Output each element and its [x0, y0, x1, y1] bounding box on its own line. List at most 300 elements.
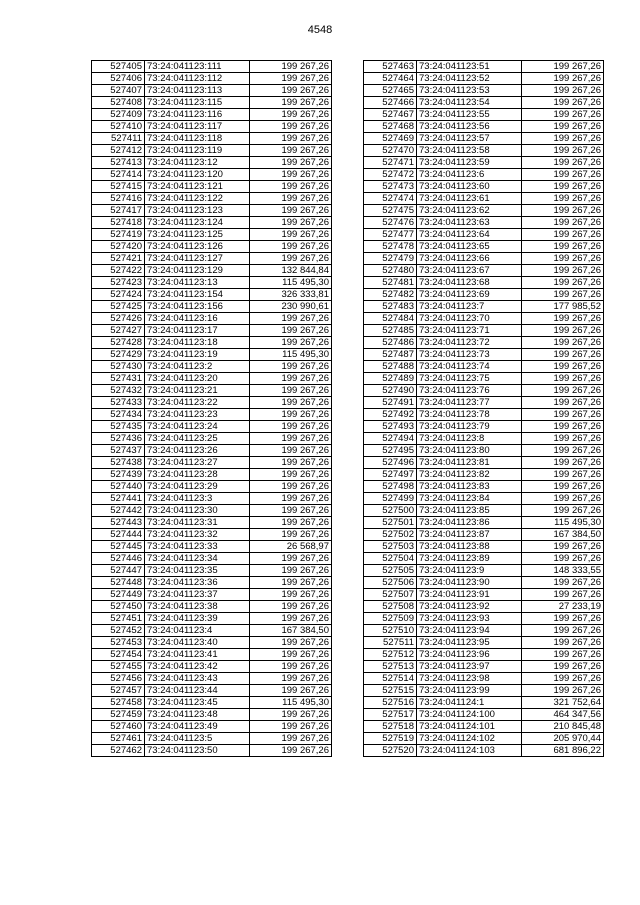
value-cell: 199 267,26	[250, 157, 332, 169]
cadastral-number-cell: 73:24:041124:103	[417, 745, 522, 757]
cadastral-number-cell: 73:24:041123:119	[145, 145, 250, 157]
table-row	[364, 721, 604, 733]
row-number-cell: 527453	[92, 637, 145, 649]
cadastral-number-cell: 73:24:041123:30	[145, 505, 250, 517]
value-cell: 199 267,26	[522, 181, 604, 193]
value-cell: 199 267,26	[522, 445, 604, 457]
table-row	[364, 121, 604, 133]
cadastral-number-cell: 73:24:041123:69	[417, 289, 522, 301]
cadastral-number-cell: 73:24:041123:24	[145, 421, 250, 433]
table-row	[92, 109, 332, 121]
row-number-cell: 527517	[364, 709, 417, 721]
value-cell: 199 267,26	[250, 133, 332, 145]
row-number-cell: 527427	[92, 325, 145, 337]
table-row	[92, 577, 332, 589]
value-cell: 199 267,26	[522, 421, 604, 433]
cadastral-number-cell: 73:24:041123:115	[145, 97, 250, 109]
cadastral-number-cell: 73:24:041123:53	[417, 85, 522, 97]
value-cell: 199 267,26	[250, 85, 332, 97]
cadastral-number-cell: 73:24:041123:27	[145, 457, 250, 469]
cadastral-number-cell: 73:24:041124:1	[417, 697, 522, 709]
cadastral-number-cell: 73:24:041123:76	[417, 385, 522, 397]
table-row	[364, 685, 604, 697]
row-number-cell: 527458	[92, 697, 145, 709]
value-cell: 199 267,26	[522, 229, 604, 241]
cadastral-number-cell: 73:24:041123:82	[417, 469, 522, 481]
table-row	[364, 577, 604, 589]
table-row	[364, 337, 604, 349]
table-row	[92, 697, 332, 709]
value-cell: 199 267,26	[250, 421, 332, 433]
row-number-cell: 527518	[364, 721, 417, 733]
table-row	[364, 265, 604, 277]
cadastral-number-cell: 73:24:041123:121	[145, 181, 250, 193]
table-row	[92, 541, 332, 553]
row-number-cell: 527465	[364, 85, 417, 97]
value-cell: 199 267,26	[522, 133, 604, 145]
row-number-cell: 527469	[364, 133, 417, 145]
table-row	[92, 709, 332, 721]
value-cell: 199 267,26	[250, 577, 332, 589]
value-cell: 199 267,26	[250, 397, 332, 409]
row-number-cell: 527417	[92, 205, 145, 217]
cadastral-number-cell: 73:24:041123:37	[145, 589, 250, 601]
table-row	[92, 169, 332, 181]
row-number-cell: 527510	[364, 625, 417, 637]
cadastral-number-cell: 73:24:041123:111	[145, 61, 250, 73]
value-cell: 199 267,26	[522, 493, 604, 505]
value-cell: 199 267,26	[522, 265, 604, 277]
cadastral-number-cell: 73:24:041123:8	[417, 433, 522, 445]
cadastral-number-cell: 73:24:041123:7	[417, 301, 522, 313]
table-row	[92, 361, 332, 373]
table-row	[92, 85, 332, 97]
table-row	[92, 349, 332, 361]
table-row	[92, 157, 332, 169]
cadastral-number-cell: 73:24:041123:48	[145, 709, 250, 721]
row-number-cell: 527413	[92, 157, 145, 169]
table-row	[92, 145, 332, 157]
table-row	[92, 181, 332, 193]
table-row	[364, 97, 604, 109]
table-row	[92, 229, 332, 241]
row-number-cell: 527445	[92, 541, 145, 553]
row-number-cell: 527407	[92, 85, 145, 97]
value-cell: 199 267,26	[522, 625, 604, 637]
value-cell: 177 985,52	[522, 301, 604, 313]
cadastral-number-cell: 73:24:041123:63	[417, 217, 522, 229]
table-row	[364, 445, 604, 457]
value-cell: 199 267,26	[250, 661, 332, 673]
table-row	[92, 649, 332, 661]
cadastral-number-cell: 73:24:041123:84	[417, 493, 522, 505]
cadastral-number-cell: 73:24:041123:156	[145, 301, 250, 313]
value-cell: 115 495,30	[250, 277, 332, 289]
table-row	[364, 457, 604, 469]
cadastral-number-cell: 73:24:041123:17	[145, 325, 250, 337]
row-number-cell: 527440	[92, 481, 145, 493]
row-number-cell: 527461	[92, 733, 145, 745]
table-row	[364, 217, 604, 229]
row-number-cell: 527409	[92, 109, 145, 121]
row-number-cell: 527432	[92, 385, 145, 397]
value-cell: 199 267,26	[522, 577, 604, 589]
cadastral-number-cell: 73:24:041123:34	[145, 553, 250, 565]
table-row	[92, 217, 332, 229]
row-number-cell: 527505	[364, 565, 417, 577]
value-cell: 199 267,26	[250, 169, 332, 181]
value-cell: 199 267,26	[250, 205, 332, 217]
value-cell: 199 267,26	[250, 733, 332, 745]
value-cell: 199 267,26	[250, 229, 332, 241]
row-number-cell: 527420	[92, 241, 145, 253]
row-number-cell: 527438	[92, 457, 145, 469]
right-table-body	[364, 61, 604, 757]
value-cell: 199 267,26	[250, 253, 332, 265]
value-cell: 27 233,19	[522, 601, 604, 613]
value-cell: 199 267,26	[250, 589, 332, 601]
value-cell: 199 267,26	[522, 685, 604, 697]
value-cell: 464 347,56	[522, 709, 604, 721]
value-cell: 115 495,30	[250, 697, 332, 709]
cadastral-number-cell: 73:24:041123:21	[145, 385, 250, 397]
cadastral-number-cell: 73:24:041123:60	[417, 181, 522, 193]
value-cell: 199 267,26	[250, 517, 332, 529]
cadastral-number-cell: 73:24:041123:75	[417, 373, 522, 385]
row-number-cell: 527501	[364, 517, 417, 529]
cadastral-number-cell: 73:24:041123:99	[417, 685, 522, 697]
cadastral-number-cell: 73:24:041123:112	[145, 73, 250, 85]
value-cell: 199 267,26	[522, 373, 604, 385]
row-number-cell: 527516	[364, 697, 417, 709]
row-number-cell: 527416	[92, 193, 145, 205]
cadastral-number-cell: 73:24:041123:51	[417, 61, 522, 73]
table-row	[364, 601, 604, 613]
cadastral-number-cell: 73:24:041123:62	[417, 205, 522, 217]
table-row	[92, 505, 332, 517]
table-row	[364, 325, 604, 337]
value-cell: 199 267,26	[522, 613, 604, 625]
row-number-cell: 527436	[92, 433, 145, 445]
row-number-cell: 527488	[364, 361, 417, 373]
table-row	[364, 493, 604, 505]
row-number-cell: 527447	[92, 565, 145, 577]
table-row	[364, 541, 604, 553]
row-number-cell: 527442	[92, 505, 145, 517]
value-cell: 199 267,26	[522, 589, 604, 601]
cadastral-number-cell: 73:24:041123:95	[417, 637, 522, 649]
table-row	[364, 85, 604, 97]
value-cell: 199 267,26	[250, 721, 332, 733]
table-row	[92, 241, 332, 253]
table-row	[364, 625, 604, 637]
cadastral-number-cell: 73:24:041123:127	[145, 253, 250, 265]
table-row	[92, 469, 332, 481]
value-cell: 199 267,26	[522, 361, 604, 373]
value-cell: 199 267,26	[522, 73, 604, 85]
cadastral-number-cell: 73:24:041123:2	[145, 361, 250, 373]
cadastral-number-cell: 73:24:041123:85	[417, 505, 522, 517]
value-cell: 199 267,26	[522, 673, 604, 685]
row-number-cell: 527500	[364, 505, 417, 517]
cadastral-number-cell: 73:24:041123:33	[145, 541, 250, 553]
cadastral-number-cell: 73:24:041123:81	[417, 457, 522, 469]
left-table-body	[92, 61, 332, 757]
cadastral-number-cell: 73:24:041123:9	[417, 565, 522, 577]
row-number-cell: 527512	[364, 649, 417, 661]
cadastral-number-cell: 73:24:041123:64	[417, 229, 522, 241]
cadastral-number-cell: 73:24:041124:101	[417, 721, 522, 733]
cadastral-number-cell: 73:24:041123:6	[417, 169, 522, 181]
table-row	[92, 97, 332, 109]
table-row	[364, 361, 604, 373]
value-cell: 199 267,26	[250, 745, 332, 757]
value-cell: 199 267,26	[522, 121, 604, 133]
row-number-cell: 527481	[364, 277, 417, 289]
value-cell: 321 752,64	[522, 697, 604, 709]
value-cell: 199 267,26	[250, 61, 332, 73]
cadastral-number-cell: 73:24:041123:66	[417, 253, 522, 265]
cadastral-number-cell: 73:24:041123:67	[417, 265, 522, 277]
table-row	[364, 349, 604, 361]
cadastral-number-cell: 73:24:041123:54	[417, 97, 522, 109]
row-number-cell: 527513	[364, 661, 417, 673]
row-number-cell: 527503	[364, 541, 417, 553]
value-cell: 199 267,26	[250, 241, 332, 253]
table-row	[92, 385, 332, 397]
cadastral-number-cell: 73:24:041123:16	[145, 313, 250, 325]
row-number-cell: 527443	[92, 517, 145, 529]
value-cell: 199 267,26	[250, 193, 332, 205]
table-row	[364, 553, 604, 565]
value-cell: 199 267,26	[250, 529, 332, 541]
row-number-cell: 527457	[92, 685, 145, 697]
value-cell: 199 267,26	[250, 649, 332, 661]
table-row	[92, 481, 332, 493]
row-number-cell: 527446	[92, 553, 145, 565]
value-cell: 199 267,26	[250, 481, 332, 493]
row-number-cell: 527433	[92, 397, 145, 409]
cadastral-number-cell: 73:24:041124:102	[417, 733, 522, 745]
value-cell: 199 267,26	[250, 373, 332, 385]
value-cell: 199 267,26	[522, 217, 604, 229]
value-cell: 199 267,26	[250, 565, 332, 577]
cadastral-number-cell: 73:24:041123:35	[145, 565, 250, 577]
table-row	[92, 253, 332, 265]
row-number-cell: 527491	[364, 397, 417, 409]
table-row	[92, 625, 332, 637]
value-cell: 199 267,26	[522, 193, 604, 205]
table-row	[92, 397, 332, 409]
value-cell: 199 267,26	[522, 481, 604, 493]
cadastral-number-cell: 73:24:041123:13	[145, 277, 250, 289]
cadastral-number-cell: 73:24:041123:80	[417, 445, 522, 457]
table-row	[364, 733, 604, 745]
value-cell: 199 267,26	[522, 289, 604, 301]
cadastral-number-cell: 73:24:041123:50	[145, 745, 250, 757]
row-number-cell: 527412	[92, 145, 145, 157]
value-cell: 199 267,26	[522, 457, 604, 469]
row-number-cell: 527504	[364, 553, 417, 565]
value-cell: 199 267,26	[250, 637, 332, 649]
table-row	[92, 565, 332, 577]
cadastral-number-cell: 73:24:041123:97	[417, 661, 522, 673]
value-cell: 199 267,26	[250, 97, 332, 109]
row-number-cell: 527511	[364, 637, 417, 649]
row-number-cell: 527460	[92, 721, 145, 733]
table-row	[364, 385, 604, 397]
row-number-cell: 527502	[364, 529, 417, 541]
row-number-cell: 527520	[364, 745, 417, 757]
value-cell: 199 267,26	[522, 145, 604, 157]
row-number-cell: 527418	[92, 217, 145, 229]
row-number-cell: 527495	[364, 445, 417, 457]
row-number-cell: 527472	[364, 169, 417, 181]
table-row	[92, 265, 332, 277]
table-row	[364, 637, 604, 649]
row-number-cell: 527406	[92, 73, 145, 85]
table-row	[92, 325, 332, 337]
cadastral-number-cell: 73:24:041123:91	[417, 589, 522, 601]
cadastral-number-cell: 73:24:041123:86	[417, 517, 522, 529]
row-number-cell: 527410	[92, 121, 145, 133]
row-number-cell: 527507	[364, 589, 417, 601]
row-number-cell: 527474	[364, 193, 417, 205]
value-cell: 326 333,81	[250, 289, 332, 301]
table-row	[364, 505, 604, 517]
value-cell: 210 845,48	[522, 721, 604, 733]
table-row	[92, 73, 332, 85]
cadastral-number-cell: 73:24:041124:100	[417, 709, 522, 721]
cadastral-number-cell: 73:24:041123:94	[417, 625, 522, 637]
row-number-cell: 527477	[364, 229, 417, 241]
table-row	[92, 613, 332, 625]
row-number-cell: 527456	[92, 673, 145, 685]
value-cell: 199 267,26	[522, 85, 604, 97]
cadastral-number-cell: 73:24:041123:74	[417, 361, 522, 373]
cadastral-number-cell: 73:24:041123:4	[145, 625, 250, 637]
row-number-cell: 527449	[92, 589, 145, 601]
cadastral-number-cell: 73:24:041123:32	[145, 529, 250, 541]
table-row	[364, 229, 604, 241]
table-row	[364, 277, 604, 289]
row-number-cell: 527515	[364, 685, 417, 697]
cadastral-number-cell: 73:24:041123:18	[145, 337, 250, 349]
value-cell: 199 267,26	[522, 253, 604, 265]
row-number-cell: 527437	[92, 445, 145, 457]
row-number-cell: 527431	[92, 373, 145, 385]
value-cell: 199 267,26	[522, 97, 604, 109]
row-number-cell: 527519	[364, 733, 417, 745]
table-row	[92, 373, 332, 385]
value-cell: 199 267,26	[522, 205, 604, 217]
table-row	[92, 289, 332, 301]
row-number-cell: 527435	[92, 421, 145, 433]
cadastral-number-cell: 73:24:041123:78	[417, 409, 522, 421]
row-number-cell: 527444	[92, 529, 145, 541]
cadastral-number-cell: 73:24:041123:44	[145, 685, 250, 697]
row-number-cell: 527496	[364, 457, 417, 469]
cadastral-number-cell: 73:24:041123:59	[417, 157, 522, 169]
value-cell: 199 267,26	[250, 457, 332, 469]
table-row	[92, 313, 332, 325]
row-number-cell: 527426	[92, 313, 145, 325]
row-number-cell: 527429	[92, 349, 145, 361]
value-cell: 115 495,30	[522, 517, 604, 529]
value-cell: 199 267,26	[522, 325, 604, 337]
table-row	[92, 673, 332, 685]
value-cell: 199 267,26	[250, 217, 332, 229]
row-number-cell: 527462	[92, 745, 145, 757]
cadastral-number-cell: 73:24:041123:49	[145, 721, 250, 733]
row-number-cell: 527478	[364, 241, 417, 253]
table-row	[364, 421, 604, 433]
cadastral-number-cell: 73:24:041123:68	[417, 277, 522, 289]
row-number-cell: 527492	[364, 409, 417, 421]
table-row	[364, 397, 604, 409]
value-cell: 681 896,22	[522, 745, 604, 757]
table-row	[364, 289, 604, 301]
table-row	[92, 133, 332, 145]
table-row	[364, 745, 604, 757]
value-cell: 199 267,26	[250, 109, 332, 121]
row-number-cell: 527405	[92, 61, 145, 73]
table-row	[92, 517, 332, 529]
table-row	[92, 529, 332, 541]
value-cell: 199 267,26	[250, 709, 332, 721]
cadastral-number-cell: 73:24:041123:98	[417, 673, 522, 685]
cadastral-number-cell: 73:24:041123:126	[145, 241, 250, 253]
cadastral-number-cell: 73:24:041123:89	[417, 553, 522, 565]
value-cell: 148 333,55	[522, 565, 604, 577]
cadastral-number-cell: 73:24:041123:96	[417, 649, 522, 661]
cadastral-number-cell: 73:24:041123:129	[145, 265, 250, 277]
cadastral-number-cell: 73:24:041123:113	[145, 85, 250, 97]
cadastral-number-cell: 73:24:041123:55	[417, 109, 522, 121]
row-number-cell: 527421	[92, 253, 145, 265]
value-cell: 199 267,26	[522, 505, 604, 517]
value-cell: 199 267,26	[250, 613, 332, 625]
table-row	[364, 301, 604, 313]
value-cell: 115 495,30	[250, 349, 332, 361]
row-number-cell: 527494	[364, 433, 417, 445]
cadastral-number-cell: 73:24:041123:41	[145, 649, 250, 661]
row-number-cell: 527422	[92, 265, 145, 277]
table-row	[92, 337, 332, 349]
value-cell: 199 267,26	[250, 493, 332, 505]
table-row	[92, 445, 332, 457]
table-row	[92, 721, 332, 733]
table-row	[364, 517, 604, 529]
cadastral-number-cell: 73:24:041123:120	[145, 169, 250, 181]
value-cell: 199 267,26	[522, 337, 604, 349]
cadastral-number-cell: 73:24:041123:61	[417, 193, 522, 205]
value-cell: 199 267,26	[522, 241, 604, 253]
value-cell: 199 267,26	[250, 361, 332, 373]
value-cell: 199 267,26	[250, 409, 332, 421]
value-cell: 230 990,61	[250, 301, 332, 313]
value-cell: 199 267,26	[250, 673, 332, 685]
value-cell: 199 267,26	[250, 73, 332, 85]
value-cell: 199 267,26	[522, 661, 604, 673]
table-row	[364, 313, 604, 325]
cadastral-number-cell: 73:24:041123:117	[145, 121, 250, 133]
table-row	[364, 529, 604, 541]
cadastral-number-cell: 73:24:041123:52	[417, 73, 522, 85]
row-number-cell: 527411	[92, 133, 145, 145]
table-row	[364, 673, 604, 685]
cadastral-number-cell: 73:24:041123:90	[417, 577, 522, 589]
